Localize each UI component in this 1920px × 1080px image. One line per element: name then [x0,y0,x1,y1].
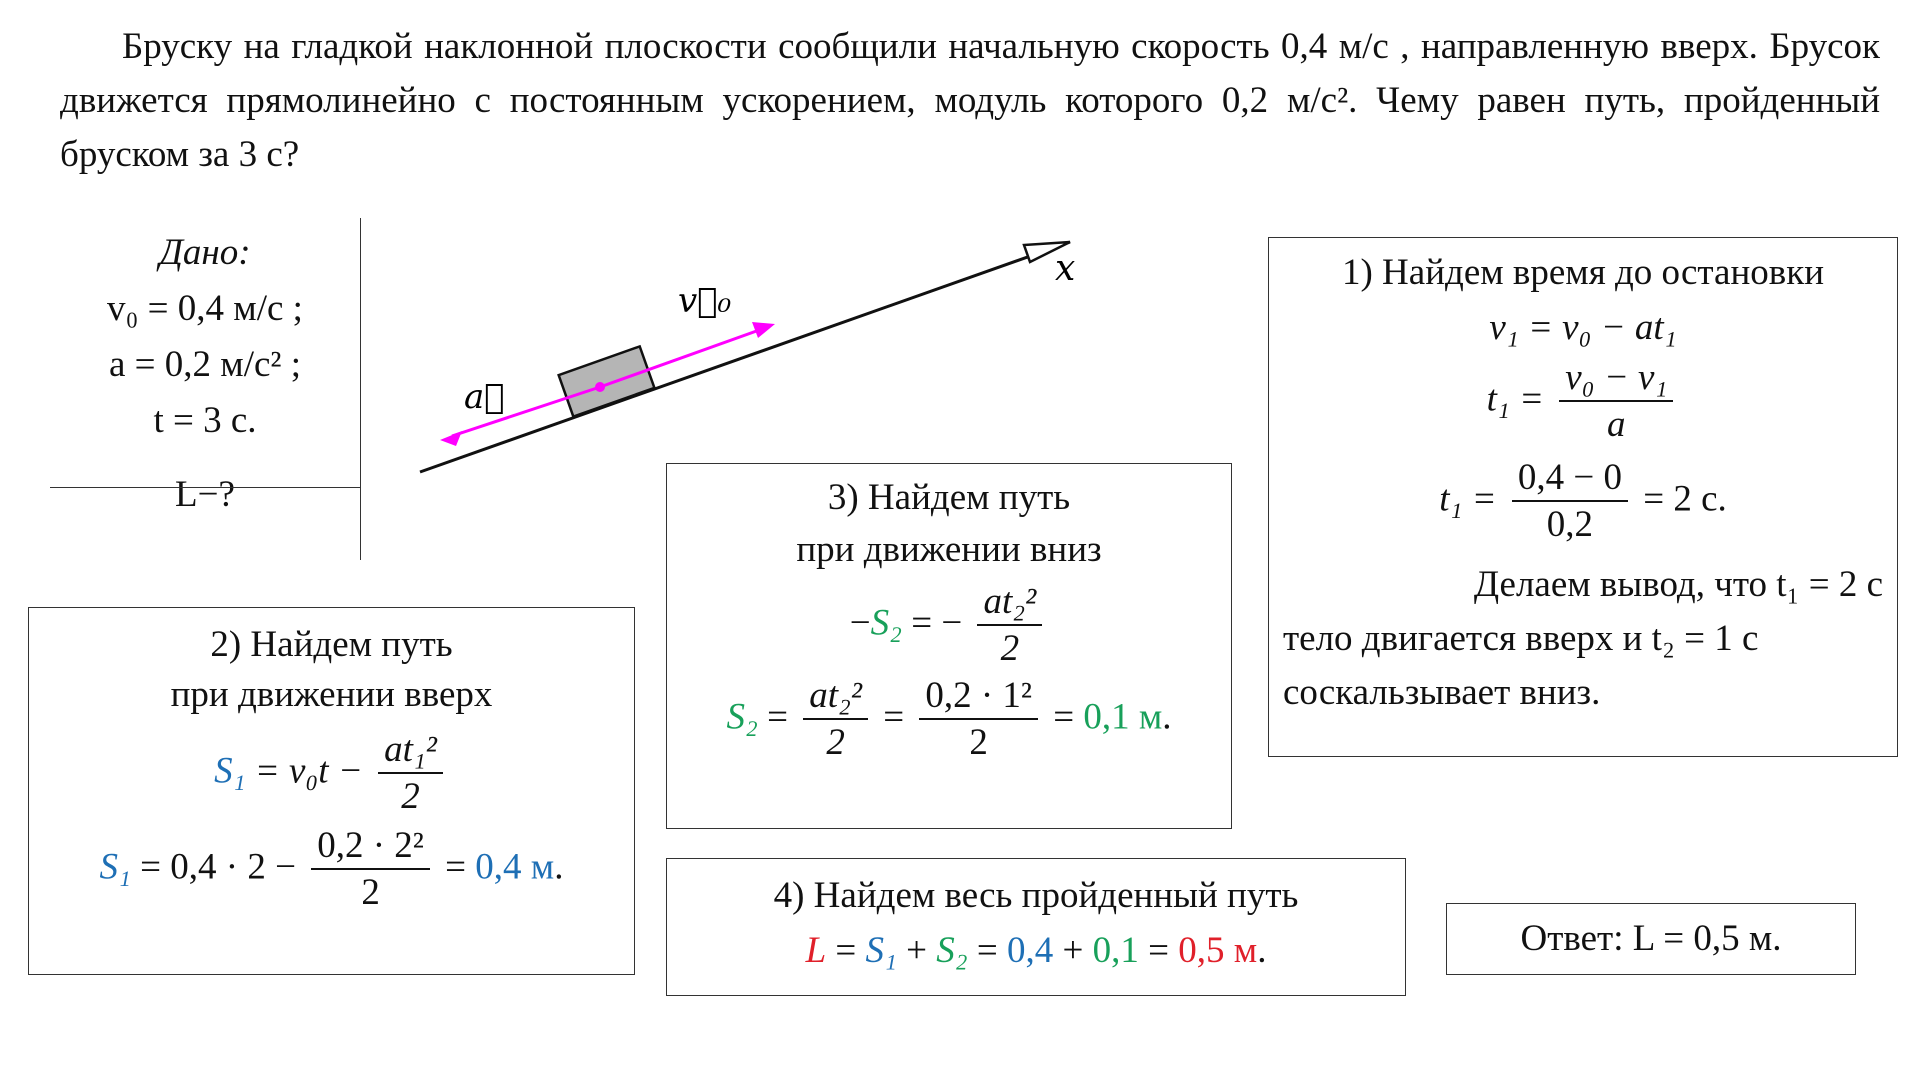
block [559,346,655,416]
step4-eq2: = [976,930,998,971]
given-divider-vertical [360,218,361,560]
block-rect [559,346,655,416]
step2-eq2-den: 2 [311,868,430,916]
step3-eq2-den1: 2 [803,718,868,766]
step4-eq [667,923,1405,979]
step4-plus1: + [906,930,928,971]
step2-box [28,607,635,975]
step4-v2: 0,1 [1092,930,1139,971]
step3-eq2-frac2 [919,674,1038,766]
step1-eq3-den: 0,2 [1512,500,1628,548]
step3-eq2-s2: S₂ [726,696,758,738]
given-line-a: a = 0,2 м/с² ; [108,344,302,385]
step1-conclusion-line2: тело двигается вверх и t₂ = 1 с [1283,618,1759,659]
step3-eq1-s2: S₂ [870,602,902,644]
step3-eq1-minus: − [849,602,871,644]
step4-eq1: = [835,930,857,971]
step1-conclusion [1269,558,1897,720]
step2-eq1-mid: = v₀t − [254,750,363,792]
step1-eq3 [1269,456,1897,548]
problem-text: Бруску на гладкой наклонной плоскости сообщили начальную скорость 0,4 м/с , направленную вверх. Брусок движется прямолинейно с постоянным ускорением, модуль которого 0,2 м/с². Чему равен путь, пройденный бруском за 3 с? [60,26,1880,175]
step2-eq1-frac [378,728,443,820]
step2-eq2-eq: = [445,846,467,888]
step1-conclusion-line3: соскальзывает вниз. [1283,672,1601,713]
given-line-t: t = 3 с. [153,400,257,441]
step1-conclusion-line1: Делаем вывод, что t₁ = 2 с [1473,564,1883,605]
v0-arrowhead [752,322,775,338]
step3-eq1-num: at₂² [983,581,1037,622]
problem-statement [60,20,1880,182]
step1-eq3-rhs: = 2 с. [1643,478,1727,520]
step3-eq1-mid: = − [911,602,963,644]
step2-eq2-result: 0,4 м [475,846,555,888]
step2-eq2-dot: . [554,846,564,888]
step1-title: 1) Найдем время до остановки [1341,252,1824,293]
step3-title-line1: 3) Найдем путь [827,477,1071,518]
step1-eq2-frac [1559,356,1673,448]
step1-eq3-frac [1512,456,1628,548]
step4-plus2: + [1062,930,1084,971]
step2-eq1 [29,728,634,820]
step2-eq2-mid: = 0,4 · 2 − [140,846,296,888]
a-arrowhead [440,431,462,446]
step1-eq3-num: 0,4 − 0 [1517,457,1622,498]
step1-eq1: v₁ = v₀ − at₁ [1489,307,1677,348]
step3-eq2-result: 0,1 м [1083,696,1163,738]
axis-label-x: x [1055,248,1076,289]
step2-eq2-num: 0,2 · 2² [317,825,424,866]
given-find: L−? [175,474,235,515]
axis-line [420,242,1070,472]
step3-eq2-num1: at₂² [809,675,862,716]
step4-s2: S₂ [936,930,968,971]
step3-eq2-eq2: = [1053,696,1075,738]
given-line-v0: v₀ = 0,4 м/с ; [107,288,303,329]
step1-eq3-lhs: t₁ = [1439,478,1497,520]
step2-eq2-frac [311,824,430,916]
step1-box [1268,237,1898,757]
step1-eq2-num: v₀ − v₁ [1565,357,1668,398]
step4-v1: 0,4 [1007,930,1054,971]
a-label: a⃗ [464,377,505,417]
step2-title-line1: 2) Найдем путь [210,624,453,665]
step3-eq1 [667,580,1231,672]
step2-eq1-num: at₁² [384,729,437,770]
incline-diagram [400,220,1120,490]
given-title: Дано: [159,232,251,273]
block-center-dot [595,382,605,392]
step3-eq2-eq1: = [883,696,905,738]
step2-eq2-s1: S₁ [99,846,131,888]
step3-eq2-num2: 0,2 · 1² [925,675,1032,716]
step2-eq2 [29,824,634,916]
answer-box [1446,903,1856,975]
step4-s1: S₁ [865,930,897,971]
step2-eq1-s1: S₁ [214,750,246,792]
step1-eq2 [1269,356,1897,448]
step3-eq2-den2: 2 [919,718,1038,766]
step3-eq2-dot: . [1162,696,1172,738]
step4-result: 0,5 м [1178,930,1258,971]
step4-title: 4) Найдем весь пройденный путь [773,875,1299,916]
step1-eq2-den: a [1559,400,1673,448]
step3-eq1-frac [977,580,1042,672]
step3-eq2 [667,674,1231,766]
step3-eq1-den: 2 [977,624,1042,672]
step1-eq2-lhs: t₁ = [1486,378,1545,420]
step3-box [666,463,1232,829]
step3-eq2-frac1 [803,674,868,766]
step4-eq3: = [1148,930,1170,971]
answer-text: Ответ: L = 0,5 м. [1520,918,1782,959]
step3-title-line2: при движении вниз [796,529,1102,570]
given-block [50,225,360,523]
step2-eq1-den: 2 [378,772,443,820]
step4-L: L [805,930,827,971]
v0-label: v⃗₀ [678,281,732,321]
step3-eq2-mid: = [767,696,788,738]
step4-dot: . [1257,930,1267,971]
step2-title-line2: при движении вверх [170,674,493,715]
given-divider-horizontal [50,487,360,488]
step4-box [666,858,1406,996]
